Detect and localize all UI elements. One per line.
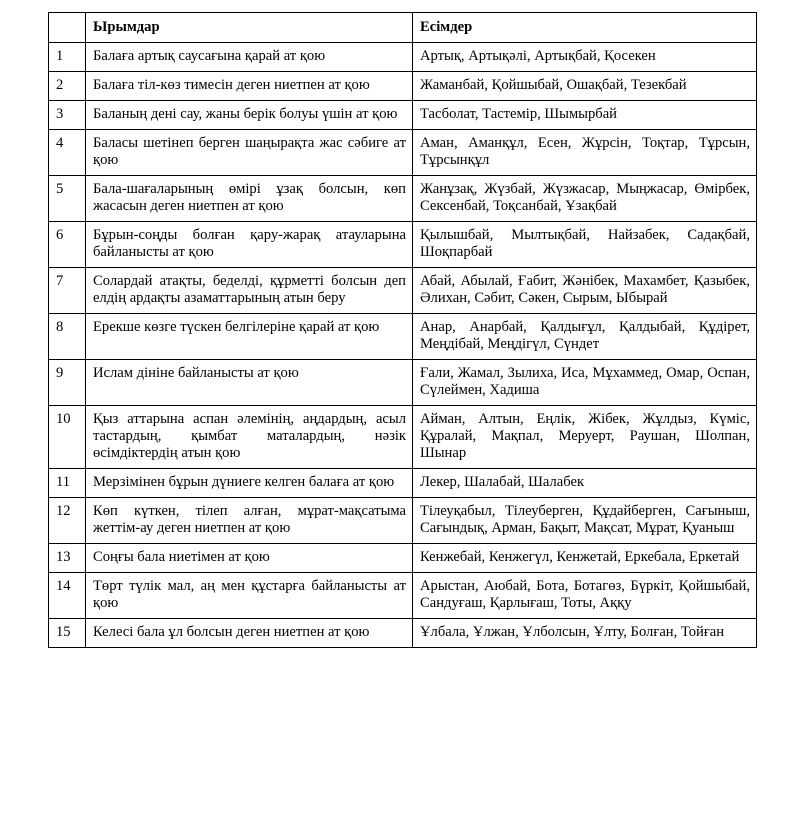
row-custom: Келесі бала ұл болсын деген ниетпен ат қою — [86, 619, 413, 648]
table-row — [49, 222, 757, 268]
row-names: Ғали, Жамал, Зылиха, Иса, Мұхаммед, Омар, Оспан, Сүлеймен, Хадиша — [413, 360, 757, 406]
row-custom: Ислам дініне байланысты ат қою — [86, 360, 413, 406]
row-custom: Бала-шағаларының өмірі ұзақ болсын, көп жасасын деген ниетпен ат қою — [86, 176, 413, 222]
table-row — [49, 498, 757, 544]
row-names: Айман, Алтын, Еңлік, Жібек, Жұлдыз, Күміс, Құралай, Мақпал, Меруерт, Раушан, Шолпан, Шынар — [413, 406, 757, 469]
table-body — [49, 43, 757, 648]
row-names: Ұлбала, Ұлжан, Ұлболсын, Ұлту, Болған, Тойған — [413, 619, 757, 648]
table-row — [49, 619, 757, 648]
table-row — [49, 130, 757, 176]
row-names: Лекер, Шалабай, Шалабек — [413, 469, 757, 498]
row-number: 1 — [49, 43, 86, 72]
row-names: Кенжебай, Кенжегүл, Кенжетай, Еркебала, Еркетай — [413, 544, 757, 573]
row-number: 10 — [49, 406, 86, 469]
row-names: Қылышбай, Мылтықбай, Найзабек, Садақбай, Шоқпарбай — [413, 222, 757, 268]
row-number: 8 — [49, 314, 86, 360]
row-number: 3 — [49, 101, 86, 130]
header-row — [49, 13, 757, 43]
row-number: 7 — [49, 268, 86, 314]
row-custom: Балаға артық саусағына қарай ат қою — [86, 43, 413, 72]
row-number: 6 — [49, 222, 86, 268]
row-custom: Бұрын-соңды болған қару-жарақ атауларына байланысты ат қою — [86, 222, 413, 268]
table-row — [49, 544, 757, 573]
row-custom: Баласы шетінеп берген шаңырақта жас сәбиге ат қою — [86, 130, 413, 176]
row-names: Аман, Аманқұл, Есен, Жұрсін, Тоқтар, Тұрсын, Тұрсынқұл — [413, 130, 757, 176]
row-number: 11 — [49, 469, 86, 498]
row-custom: Баланың дені сау, жаны берік болуы үшін ат қою — [86, 101, 413, 130]
table-row — [49, 72, 757, 101]
row-names: Арыстан, Аюбай, Бота, Ботагөз, Бүркіт, Қойшыбай, Сандуғаш, Қарлығаш, Тоты, Аққу — [413, 573, 757, 619]
row-names: Жаманбай, Қойшыбай, Ошақбай, Тезекбай — [413, 72, 757, 101]
table-row — [49, 101, 757, 130]
row-number: 4 — [49, 130, 86, 176]
header-number — [49, 13, 86, 43]
row-number: 12 — [49, 498, 86, 544]
header-customs: Ырымдар — [86, 13, 413, 43]
row-custom: Төрт түлік мал, аң мен құстарға байланысты ат қою — [86, 573, 413, 619]
row-custom: Соңғы бала ниетімен ат қою — [86, 544, 413, 573]
row-number: 15 — [49, 619, 86, 648]
row-number: 5 — [49, 176, 86, 222]
row-custom: Балаға тіл-көз тимесін деген ниетпен ат қою — [86, 72, 413, 101]
table-row — [49, 573, 757, 619]
row-names: Абай, Абылай, Ғабит, Жәнібек, Махамбет, Қазыбек, Әлихан, Сәбит, Сәкен, Сырым, Ыбырай — [413, 268, 757, 314]
row-custom: Қыз аттарына аспан әлемінің, аңдардың, асыл тастардың, қымбат маталардың, нәзік өсімдіктердің атын қою — [86, 406, 413, 469]
header-names: Есімдер — [413, 13, 757, 43]
table-row — [49, 469, 757, 498]
row-number: 14 — [49, 573, 86, 619]
row-custom: Көп күткен, тілеп алған, мұрат-мақсатыма жеттім-ау деген ниетпен ат қою — [86, 498, 413, 544]
table-row — [49, 406, 757, 469]
row-names: Тасболат, Тастемір, Шымырбай — [413, 101, 757, 130]
row-number: 13 — [49, 544, 86, 573]
table-row — [49, 360, 757, 406]
row-names: Тілеуқабыл, Тілеуберген, Құдайберген, Сағыныш, Сағындық, Арман, Бақыт, Мақсат, Мұрат, Қуаныш — [413, 498, 757, 544]
row-custom: Солардай атақты, беделді, құрметті болсын деп елдің ардақты азаматтарының атын беру — [86, 268, 413, 314]
table-row — [49, 176, 757, 222]
table-row — [49, 43, 757, 72]
table-row — [49, 314, 757, 360]
row-names: Анар, Анарбай, Қалдығұл, Қалдыбай, Құдірет, Меңдібай, Меңдігүл, Сүндет — [413, 314, 757, 360]
table-row — [49, 268, 757, 314]
row-number: 2 — [49, 72, 86, 101]
row-custom: Мерзімінен бұрын дүниеге келген балаға ат қою — [86, 469, 413, 498]
row-number: 9 — [49, 360, 86, 406]
row-names: Жанұзақ, Жүзбай, Жүзжасар, Мыңжасар, Өмірбек, Сексенбай, Тоқсанбай, Ұзақбай — [413, 176, 757, 222]
row-names: Артық, Артықәлі, Артықбай, Қосекен — [413, 43, 757, 72]
row-custom: Ерекше көзге түскен белгілеріне қарай ат қою — [86, 314, 413, 360]
customs-names-table — [48, 12, 757, 648]
